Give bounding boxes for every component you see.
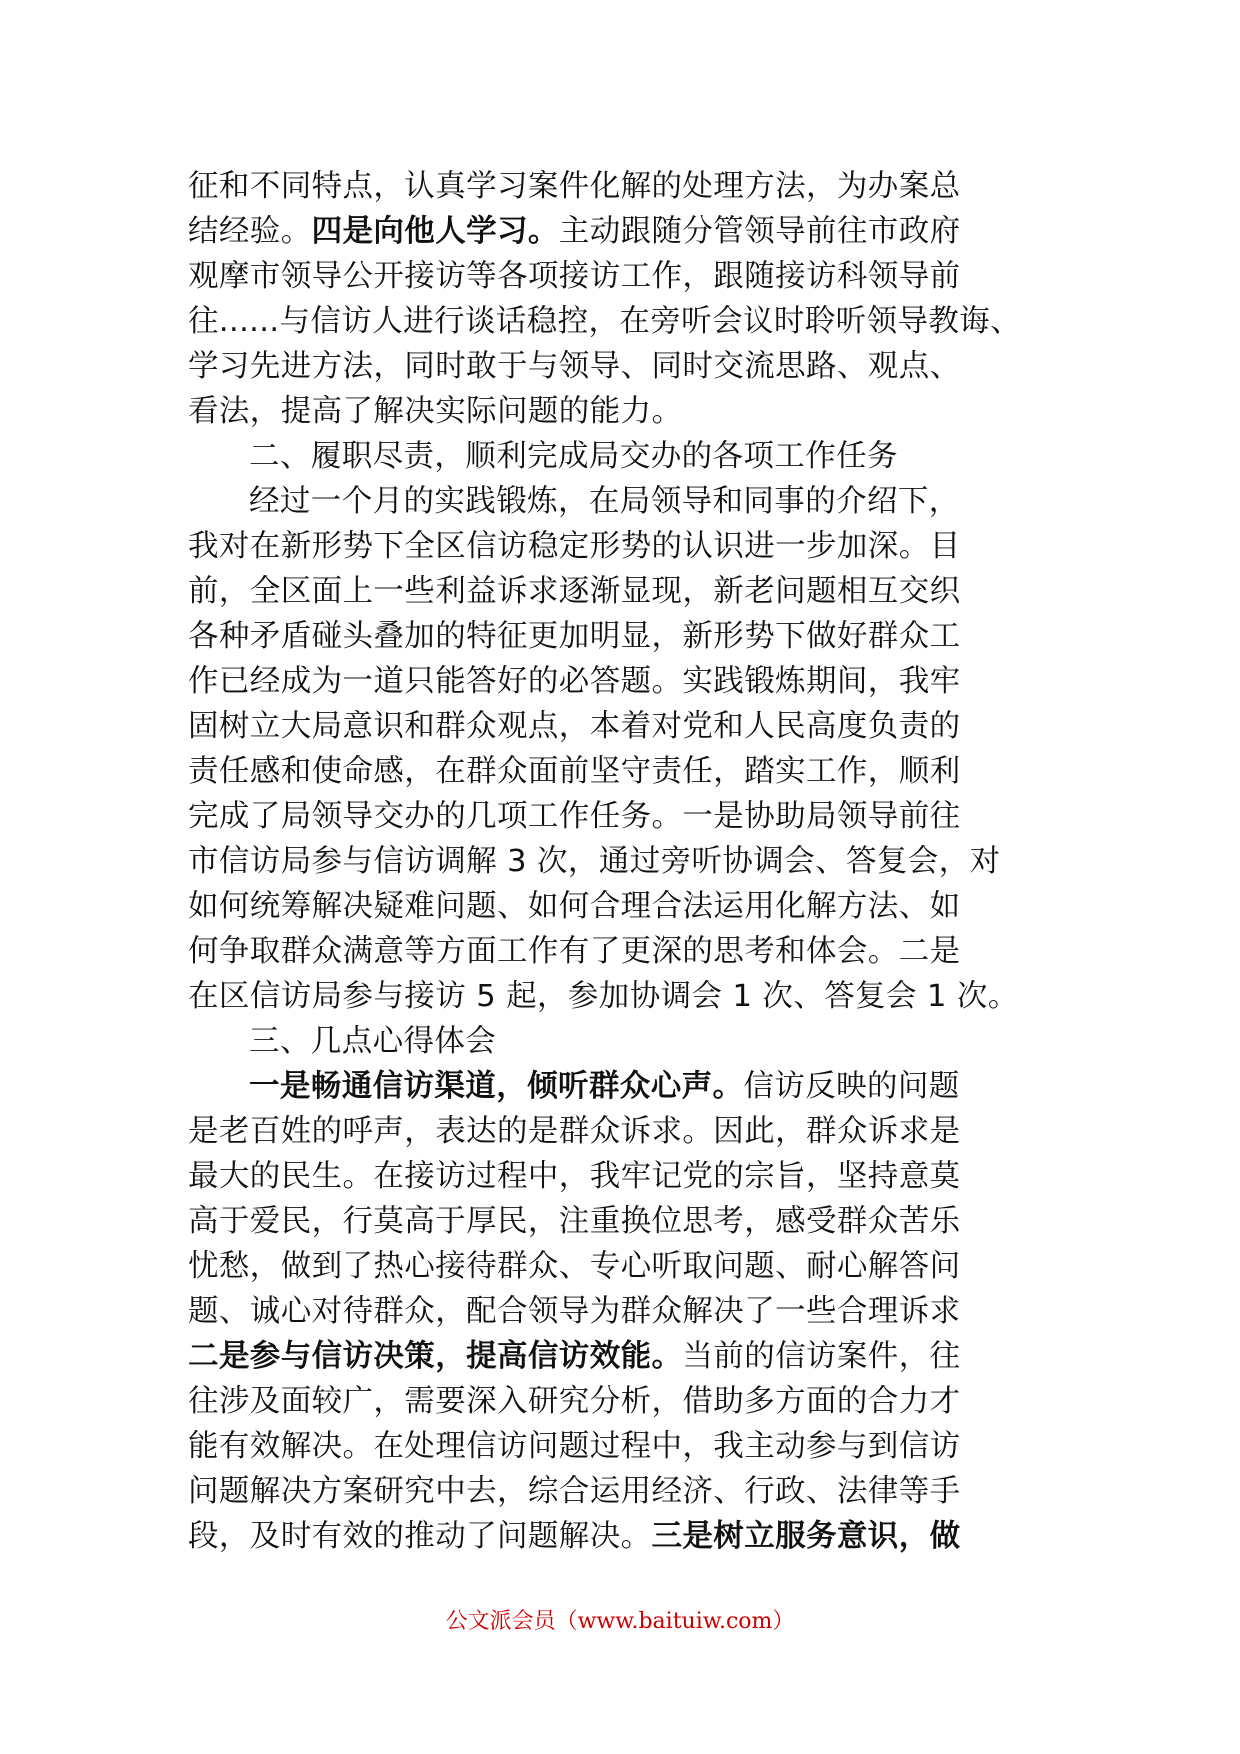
text-run: 信访反映的问题 — [743, 1069, 960, 1104]
text-line-26: 题、诚心对待群众，配合领导为群众解决了一些合理诉求 — [188, 1294, 961, 1329]
text-line-13: 固树立大局意识和群众观点，本着对党和人民高度负责的 — [188, 709, 961, 744]
text-line-28: 往涉及面较广，需要深入研究分析，借助多方面的合力才 — [188, 1384, 961, 1419]
document-body — [188, 164, 1052, 1559]
text-line-23: 最大的民生。在接访过程中，我牢记党的宗旨，坚持意莫 — [188, 1159, 961, 1194]
text-line-5: 学习先进方法，同时敢于与领导、同时交流思路、观点、 — [188, 349, 961, 384]
text-line-22: 是老百姓的呼声，表达的是群众诉求。因此，群众诉求是 — [188, 1114, 961, 1149]
bold-heading-run: 二是参与信访决策，提高信访效能。 — [188, 1339, 683, 1374]
bold-heading-run: 三是树立服务意识，做 — [651, 1519, 961, 1554]
section-heading-3: 三、几点心得体会 — [249, 1024, 497, 1059]
text-run: 当前的信访案件，往 — [682, 1339, 961, 1374]
text-line-14: 责任感和使命感，在群众面前坚守责任，踏实工作，顺利 — [188, 754, 961, 789]
bold-heading-run: 四是向他人学习。 — [311, 214, 559, 249]
text-run: 结经验。 — [188, 214, 312, 249]
text-line-15: 完成了局领导交办的几项工作任务。一是协助局领导前往 — [188, 799, 961, 834]
text-line-30: 问题解决方案研究中去，综合运用经济、行政、法律等手 — [188, 1474, 961, 1509]
text-line-11: 各种矛盾碰头叠加的特征更加明显，新形势下做好群众工 — [188, 619, 961, 654]
text-run: 段，及时有效的推动了问题解决。 — [188, 1519, 652, 1554]
text-line-1: 征和不同特点，认真学习案件化解的处理方法，为办案总 — [188, 169, 961, 204]
section-heading-2: 二、履职尽责，顺利完成局交办的各项工作任务 — [249, 439, 898, 474]
text-line-2 — [188, 209, 1052, 254]
text-line-19: 在区信访局参与接访 5 起，参加协调会 1 次、答复会 1 次。 — [188, 979, 1019, 1014]
text-line-27 — [188, 1334, 1052, 1379]
text-line-16: 市信访局参与信访调解 3 次，通过旁听协调会、答复会，对 — [188, 844, 1001, 879]
text-line-9: 我对在新形势下全区信访稳定形势的认识进一步加深。目 — [188, 529, 961, 564]
text-line-29: 能有效解决。在处理信访问题过程中，我主动参与到信访 — [188, 1429, 961, 1464]
paragraph-start-line: 经过一个月的实践锻炼，在局领导和同事的介绍下， — [249, 484, 960, 519]
text-line-3: 观摩市领导公开接访等各项接访工作，跟随接访科领导前 — [188, 259, 961, 294]
footer-watermark: 公文派会员（www.baituiw.com） — [445, 1609, 795, 1634]
text-line-25: 忧愁，做到了热心接待群众、专心听取问题、耐心解答问 — [188, 1249, 961, 1284]
text-line-12: 作已经成为一道只能答好的必答题。实践锻炼期间，我牢 — [188, 664, 961, 699]
text-line-17: 如何统筹解决疑难问题、如何合理合法运用化解方法、如 — [188, 889, 961, 924]
text-line-18: 何争取群众满意等方面工作有了更深的思考和体会。二是 — [188, 934, 961, 969]
text-line-21 — [188, 1064, 1052, 1109]
text-line-4: 往......与信访人进行谈话稳控，在旁听会议时聆听领导教诲、 — [188, 304, 1022, 339]
bold-heading-run: 一是畅通信访渠道，倾听群众心声。 — [249, 1069, 744, 1104]
text-line-24: 高于爱民，行莫高于厚民，注重换位思考，感受群众苦乐 — [188, 1204, 961, 1239]
text-line-31 — [188, 1514, 1052, 1559]
text-line-6: 看法，提高了解决实际问题的能力。 — [188, 394, 683, 429]
text-run: 主动跟随分管领导前往市政府 — [558, 214, 961, 249]
text-line-10: 前，全区面上一些利益诉求逐渐显现，新老问题相互交织 — [188, 574, 961, 609]
